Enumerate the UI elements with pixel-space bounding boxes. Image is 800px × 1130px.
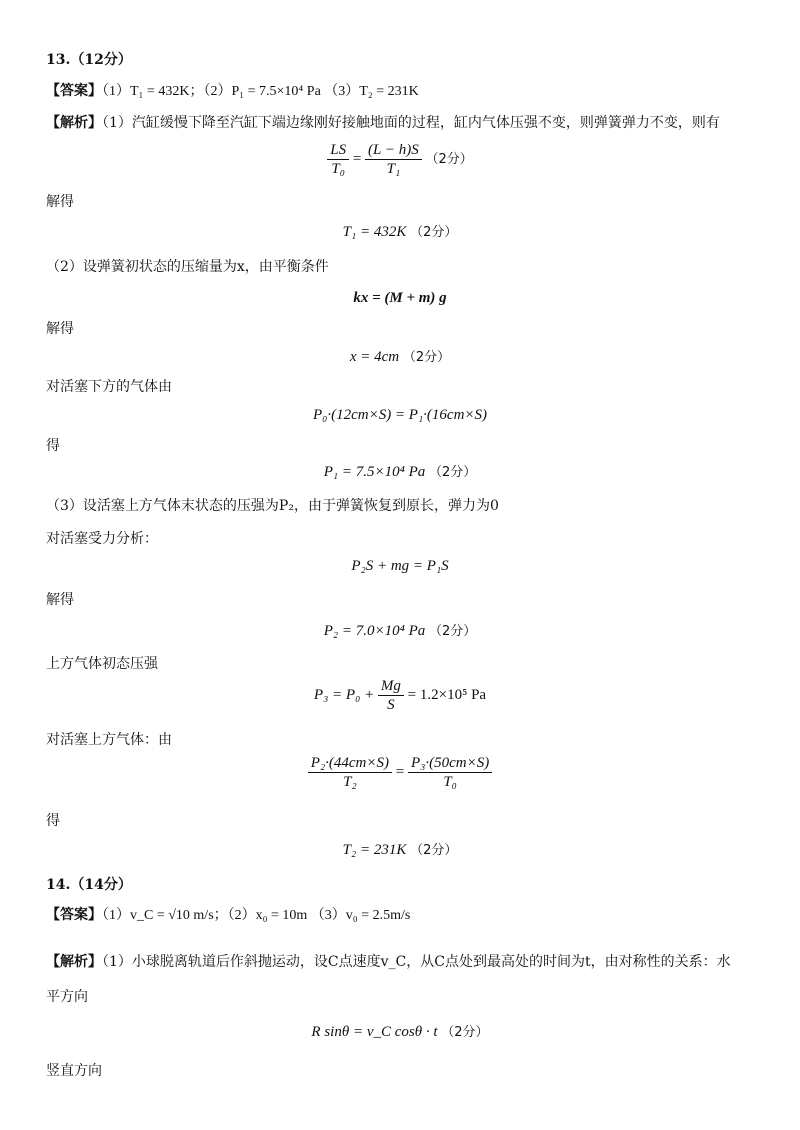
analysis-label: 【解析】 bbox=[46, 115, 102, 131]
result-p1: P₁ = 7.5×10⁴ Pa （2分） bbox=[323, 464, 477, 480]
analysis-text: （1）小球脱离轨道后作斜抛运动，设C点速度v_C，从C点处到最高处的时间为t，由对称性的关系：水 bbox=[102, 954, 731, 970]
score-points: （2分） bbox=[425, 151, 473, 167]
upper-gas-label: 对活塞上方气体：由 bbox=[46, 732, 172, 748]
fraction-left: $\frac{LS}{\text{T₀}}$ bbox=[327, 142, 349, 177]
fraction-right: $\frac{(L - h)S}{\text{T₁}}$ bbox=[365, 142, 422, 177]
q14-answer-line bbox=[46, 906, 410, 925]
equation-force: P₂S + mg = P₁S bbox=[351, 558, 449, 574]
fraction-right: $\frac{\text{P₃·(50cm×S)}}{\text{T₀}}$ bbox=[408, 755, 492, 790]
q13-answer-line bbox=[46, 82, 419, 101]
equation-balance: kx = (M + m) g bbox=[353, 290, 447, 306]
q14-analysis-line1 bbox=[46, 953, 731, 971]
equation-gas-law: $\frac{\text{P₂·(44cm×S)}}{\text{T₂}}$ = $\frac{\text{P₃·(50cm×S)}}{\text{T₀}}$ bbox=[0, 755, 800, 790]
answer-text: （1）v_C = √10 m/s；（2）x₀ = 10m （3）v₀ = 2.5m/s bbox=[102, 908, 411, 923]
result-t1: T₁ = 432K （2分） bbox=[342, 224, 458, 240]
answer-label: 【答案】 bbox=[46, 907, 102, 923]
equation-horizontal: R sinθ = v_C cosθ · t （2分） bbox=[311, 1024, 489, 1040]
get-label: 得 bbox=[46, 813, 60, 829]
result-t2: T₂ = 231K （2分） bbox=[342, 842, 458, 858]
get-label: 得 bbox=[46, 438, 60, 454]
result-x: x = 4cm （2分） bbox=[349, 349, 451, 365]
equation-charles-law: $\frac{LS}{\text{T₀}}$ = $\frac{(L - h)S}{\text{T₁}}$ （2分） bbox=[0, 142, 800, 177]
vertical-label: 竖直方向 bbox=[46, 1063, 102, 1079]
result-p2: P₂ = 7.0×10⁴ Pa （2分） bbox=[323, 623, 477, 639]
solve-label: 解得 bbox=[46, 321, 74, 337]
upper-initial-label: 上方气体初态压强 bbox=[46, 656, 158, 672]
analysis-label: 【解析】 bbox=[46, 954, 102, 970]
analysis-text: （1）汽缸缓慢下降至汽缸下端边缘刚好接触地面的过程，缸内气体压强不变，则弹簧弹力不变，则有 bbox=[102, 115, 720, 131]
part-3-intro: （3）设活塞上方气体末状态的压强为P₂，由于弹簧恢复到原长，弹力为0 bbox=[46, 498, 499, 514]
q13-analysis-intro bbox=[46, 114, 720, 132]
question-13-title: 13.（12分） bbox=[46, 52, 132, 68]
solve-label: 解得 bbox=[46, 194, 74, 210]
gas-below-label: 对活塞下方的气体由 bbox=[46, 379, 172, 395]
part-2-intro: （2）设弹簧初状态的压缩量为x，由平衡条件 bbox=[46, 259, 329, 275]
answer-label: 【答案】 bbox=[46, 83, 102, 99]
force-analysis-label: 对活塞受力分析： bbox=[46, 531, 158, 547]
equation-boyle: P₀·(12cm×S) = P₁·(16cm×S) bbox=[312, 407, 488, 423]
question-14-title: 14.（14分） bbox=[46, 877, 132, 893]
equation-p3: P₃ = P₀ + $\frac{Mg}{S}$ = 1.2×10⁵ Pa bbox=[313, 678, 487, 713]
fraction-mg-s: $\frac{Mg}{S}$ bbox=[378, 678, 404, 713]
solve-label: 解得 bbox=[46, 592, 74, 608]
q14-analysis-line2: 平方向 bbox=[46, 989, 88, 1005]
answer-text: （1）T₁ = 432K；（2）P₁ = 7.5×10⁴ Pa （3）T₂ = 231K bbox=[102, 84, 419, 99]
fraction-left: $\frac{\text{P₂·(44cm×S)}}{\text{T₂}}$ bbox=[308, 755, 392, 790]
